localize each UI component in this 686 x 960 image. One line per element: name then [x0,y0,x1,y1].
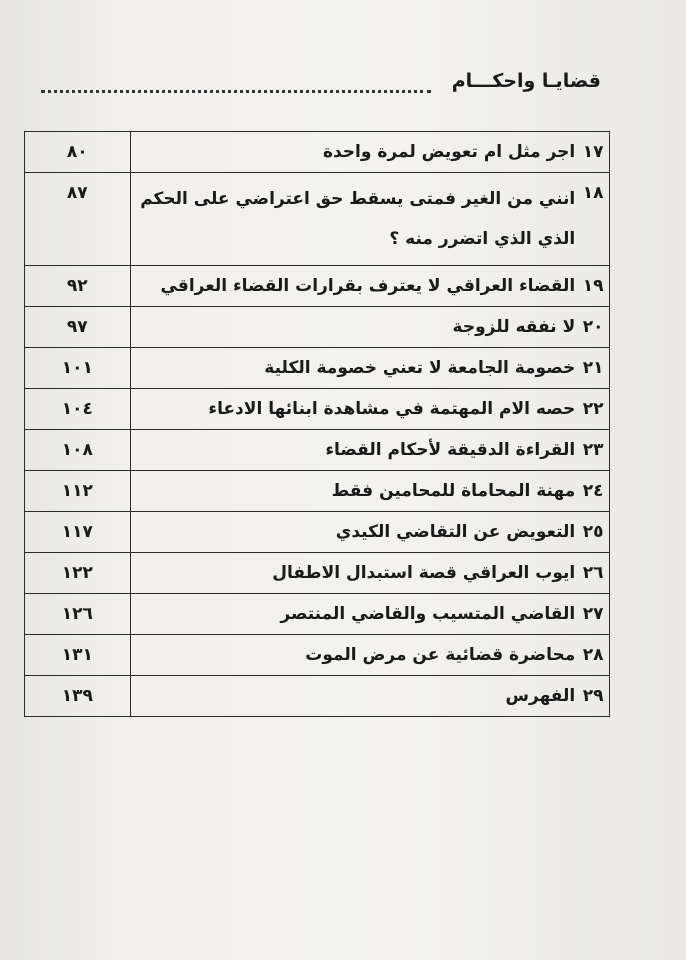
toc-page: ٩٢ [25,266,131,307]
toc-row [25,553,610,594]
toc-number: ٢٨ [577,635,609,676]
toc-row [25,389,610,430]
toc-title: لا نفقه للزوجة [130,307,577,348]
header-dotted-rule [41,86,431,93]
toc-row [25,635,610,676]
toc-title: مهنة المحاماة للمحامين فقط [130,471,577,512]
toc-row [25,132,610,173]
toc-row [25,266,610,307]
toc-row [25,594,610,635]
toc-number: ٢٣ [577,430,609,471]
toc-title: انني من الغير فمتى يسقط حق اعتراضي على الحكم الذي الذي اتضرر منه ؟ [130,173,577,266]
toc-number: ٢٤ [577,471,609,512]
toc-row [25,512,610,553]
toc-number: ٢٩ [577,676,609,717]
toc-number: ٢٦ [577,553,609,594]
toc-title: ايوب العراقي قصة استبدال الاطفال [130,553,577,594]
running-header [41,62,601,112]
toc-title: خصومة الجامعة لا تعني خصومة الكلية [130,348,577,389]
toc-row [25,471,610,512]
toc-page: ١٣١ [25,635,131,676]
book-title: قضايـا واحكـــام [451,70,601,92]
toc-number: ٢٢ [577,389,609,430]
toc-page: ٩٧ [25,307,131,348]
toc-row [25,676,610,717]
toc-row [25,348,610,389]
toc-page: ١٠٤ [25,389,131,430]
toc-page: ١٣٩ [25,676,131,717]
toc-title: القراءة الدقيقة لأحكام القضاء [130,430,577,471]
toc-page: ٨٠ [25,132,131,173]
toc-number: ١٧ [577,132,609,173]
toc-title: التعويض عن التقاضي الكيدي [130,512,577,553]
toc-row [25,307,610,348]
toc-title: الفهرس [130,676,577,717]
toc-title: القضاء العراقي لا يعترف بقرارات القضاء العراقي [130,266,577,307]
toc-title: القاضي المتسيب والقاضي المنتصر [130,594,577,635]
toc-title: حصه الام المهتمة في مشاهدة ابنائها الادعاء [130,389,577,430]
toc-number: ١٩ [577,266,609,307]
toc-page: ٨٧ [25,173,131,266]
toc-page: ١٢٦ [25,594,131,635]
toc-page: ١٠٨ [25,430,131,471]
toc-page: ١١٢ [25,471,131,512]
toc-number: ٢٧ [577,594,609,635]
toc-number: ٢٠ [577,307,609,348]
toc-number: ٢١ [577,348,609,389]
toc-row [25,430,610,471]
toc-number: ٢٥ [577,512,609,553]
toc-page: ١٠١ [25,348,131,389]
toc-page: ١٢٢ [25,553,131,594]
toc-page: ١١٧ [25,512,131,553]
toc-title: اجر مثل ام تعويض لمرة واحدة [130,132,577,173]
toc-number: ١٨ [577,173,609,266]
toc-row [25,173,610,266]
toc-title: محاضرة قضائية عن مرض الموت [130,635,577,676]
table-of-contents [24,131,610,717]
